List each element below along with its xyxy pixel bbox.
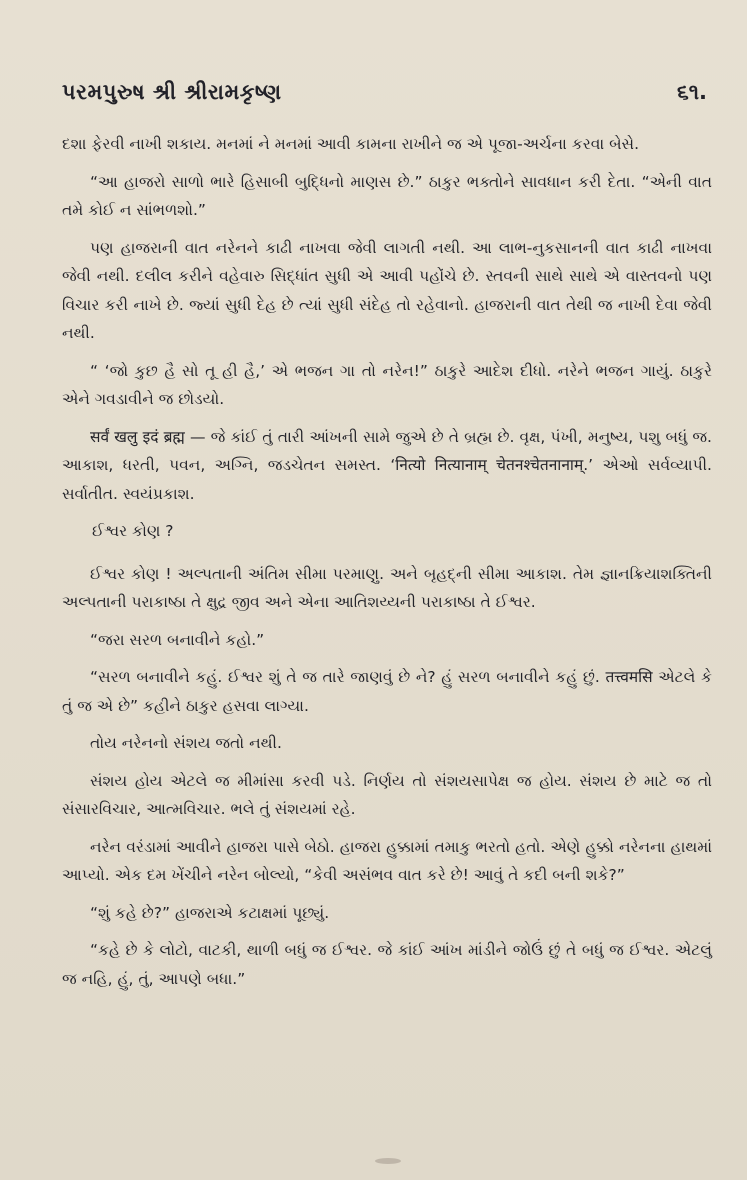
paragraph: सर्वं खलु इदं ब्रह्म — જે કાંઈ તું તારી આંખની સામે જુએ છે તે બ્રહ્મ છે. વૃક્ષ, પંખી, મનુષ્ય, પશુ બધું જ. આકાશ, ધરતી, પવન, અગ્નિ, જડચેતન સમસ્ત. ‘नित्यो नित्यानाम् चेतनश्चेतनानाम्.’ એઓ સર્વવ્યાપી. સર્વાતીત. સ્વયંપ્રકાશ. bbox=[62, 427, 712, 503]
paragraph: સંશય હોય એટલે જ મીમાંસા કરવી પડે. નિર્ણય તો સંશયસાપેક્ષ જ હોય. સંશય છે માટે જ તો સંસારવિચાર, આત્મવિચાર. ભલે તું સંશયમાં રહે. bbox=[62, 771, 712, 818]
paragraph: ઈશ્વર કોણ ! અલ્પતાની અંતિમ સીમા પરમાણુ. અને બૃહદ્‌ની સીમા આકાશ. તેમ જ્ઞાનક્રિયાશક્તિની અલ્પતાની પરાકાષ્ઠા તે ક્ષુદ્ર જીવ અને એના આતિશય્યની પરાકાષ્ઠા તે ઈશ્વર. bbox=[62, 564, 712, 611]
ink-smudge bbox=[375, 1158, 401, 1164]
paragraph: “શું કહે છે?” હાજરાએ કટાક્ષમાં પૂછ્યું. bbox=[90, 903, 330, 922]
running-head-title: પરમપુરુષ શ્રી શ્રીરામકૃષ્ણ bbox=[62, 80, 282, 104]
paragraph: “સરળ બનાવીને કહું. ઈશ્વર શું તે જ તારે જાણવું છે ને? હું સરળ બનાવીને કહું છું. तत्त्वमसि એટલે કે તું જ એ છે” કહીને ઠાકુર હસવા લાગ્યા. bbox=[62, 668, 712, 715]
paragraph: “જરા સરળ બનાવીને કહો.” bbox=[90, 630, 265, 649]
paragraph: “ ‘જો કુછ હૈ સો તૂ હી હૈ,’ એ ભજન ગા તો નરેન!” ઠાકુરે આદેશ દીધો. નરેને ભજન ગાયું. ઠાકુરે એને ગવડાવીને જ છોડયો. bbox=[62, 361, 712, 408]
paragraph: નરેન વરંડામાં આવીને હાજરા પાસે બેઠો. હાજરા હુક્કામાં તમાકુ ભરતો હતો. એણે હુક્કો નરેનના હાથમાં આપ્યો. એક દમ ખેંચીને નરેન બોલ્યો, “કેવી અસંભવ વાત કરે છે! આવું તે કદી બની શકે?” bbox=[62, 837, 712, 884]
question-line: ઈશ્વર કોણ ? bbox=[92, 522, 174, 540]
body-text bbox=[62, 130, 712, 1002]
paragraph: “આ હાજરો સાળો ભારે હિસાબી બુદ્ધિનો માણસ છે.” ઠાકુર ભક્તોને સાવધાન કરી દેતા. “એની વાત તમે કોઈ ન સાંભળશો.” bbox=[62, 172, 712, 219]
paragraph: પણ હાજરાની વાત નરેનને કાઢી નાખવા જેવી લાગતી નથી. આ લાભ-નુકસાનની વાત કાઢી નાખવા જેવી નથી. દલીલ કરીને વહેવારુ સિદ્ધાંત સુધી એ આવી પહોંચે છે. સ્તવની સાથે સાથે એ વાસ્તવનો પણ વિચાર કરી નાખે છે. જ્યાં સુધી દેહ છે ત્યાં સુધી સંદેહ તો રહેવાનો. હાજરાની વાત તેથી જ નાખી દેવા જેવી નથી. bbox=[62, 238, 712, 342]
paragraph: તોય નરેનનો સંશય જતો નથી. bbox=[90, 734, 282, 752]
page-number: ૬૧. bbox=[676, 80, 707, 104]
page-header bbox=[62, 80, 707, 114]
paragraph: “કહે છે કે લોટો, વાટકી, થાળી બધું જ ઈશ્વર. જે કાંઈ આંખ માંડીને જોઉં છું તે બધું જ ઈશ્વર. એટલું જ નહિ, હું, તું, આપણે બધા.” bbox=[62, 941, 712, 988]
paragraph-continuation: દશા ફેરવી નાખી શકાય. મનમાં ને મનમાં આવી કામના રાખીને જ એ પૂજા-અર્ચના કરવા બેસે. bbox=[62, 135, 640, 153]
